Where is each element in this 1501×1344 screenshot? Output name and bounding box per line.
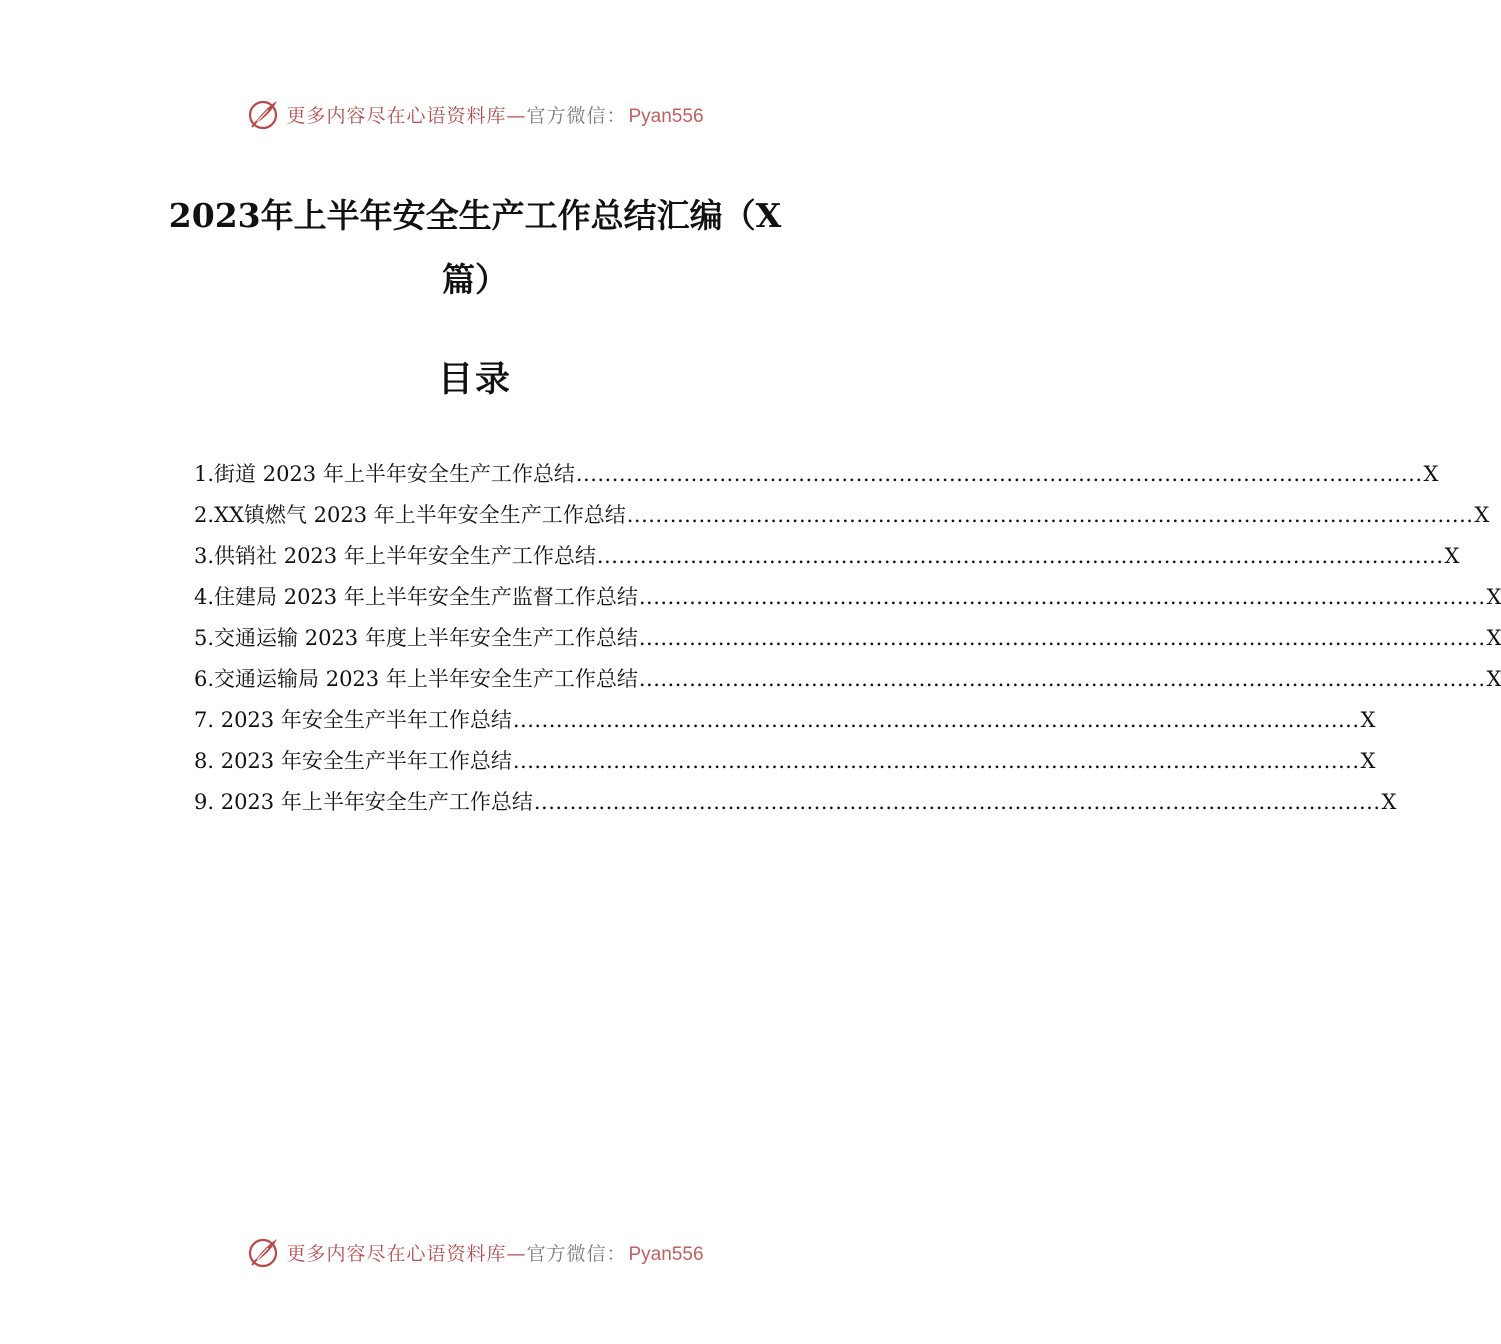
document-title: 2023年上半年安全生产工作总结汇编（X篇）: [168, 196, 782, 299]
header-banner: [0, 94, 950, 134]
banner-wechat-label: 官方微信：: [526, 104, 627, 127]
toc-leader-dots: ......................................................................................................................: [626, 503, 1474, 527]
toc-entry-text: 4.住建局 2023 年上半年安全生产监督工作总结: [194, 585, 638, 609]
toc-entry[interactable]: [194, 622, 1501, 663]
banner-text: [286, 101, 703, 128]
toc-entry[interactable]: [194, 786, 1397, 827]
toc-leader-dots: ......................................................................................................................: [638, 626, 1486, 650]
toc-entry-page: X: [1486, 626, 1501, 650]
toc-entry-text: 5.交通运输 2023 年度上半年安全生产工作总结: [194, 626, 638, 650]
banner-account: Pyan556: [628, 105, 704, 127]
toc-entry-page: X: [1474, 503, 1490, 527]
toc-entry-text: 7. 2023 年安全生产半年工作总结: [194, 708, 512, 732]
toc-entry[interactable]: [194, 663, 1501, 704]
banner-account: Pyan556: [628, 1243, 704, 1265]
table-of-contents: [194, 458, 1501, 827]
toc-entry-text: 6.交通运输局 2023 年上半年安全生产工作总结: [194, 667, 638, 691]
banner-dash: —: [506, 1242, 527, 1265]
toc-heading: 目录: [437, 359, 512, 400]
toc-leader-dots: ......................................................................................................................: [638, 585, 1486, 609]
toc-entry-text: 2.XX镇燃气 2023 年上半年安全生产工作总结: [194, 503, 626, 527]
toc-leader-dots: ......................................................................................................................: [596, 544, 1444, 568]
toc-entry-text: 8. 2023 年安全生产半年工作总结: [194, 749, 512, 773]
header-banner-content: [246, 96, 703, 132]
footer-banner-content: [246, 1234, 703, 1270]
toc-entry-page: X: [1360, 708, 1376, 732]
toc-entry[interactable]: [194, 540, 1460, 581]
toc-leader-dots: ......................................................................................................................: [575, 462, 1423, 486]
banner-prefix: 更多内容尽在心语资料库: [286, 104, 507, 127]
toc-entry[interactable]: [194, 704, 1376, 745]
banner-wechat-label: 官方微信：: [526, 1242, 627, 1265]
banner-text: [286, 1239, 703, 1266]
toc-entry-text: 1.街道 2023 年上半年安全生产工作总结: [194, 462, 575, 486]
toc-entry-page: X: [1381, 790, 1397, 814]
toc-entry-page: X: [1486, 667, 1501, 691]
toc-entry[interactable]: [194, 458, 1439, 499]
quill-pen-logo-icon: [246, 1234, 282, 1270]
quill-pen-logo-icon: [246, 96, 282, 132]
banner-dash: —: [506, 104, 527, 127]
toc-entry-page: X: [1423, 462, 1439, 486]
toc-entry-page: X: [1444, 544, 1460, 568]
toc-entry-page: X: [1486, 585, 1501, 609]
toc-entry[interactable]: [194, 499, 1490, 540]
banner-prefix: 更多内容尽在心语资料库: [286, 1242, 507, 1265]
toc-entry-text: 9. 2023 年上半年安全生产工作总结: [194, 790, 533, 814]
toc-leader-dots: ......................................................................................................................: [533, 790, 1381, 814]
toc-leader-dots: ......................................................................................................................: [512, 749, 1360, 773]
toc-leader-dots: ......................................................................................................................: [512, 708, 1360, 732]
toc-entry-page: X: [1360, 749, 1376, 773]
footer-banner: [0, 1232, 950, 1272]
toc-entry[interactable]: [194, 581, 1501, 622]
toc-entry-text: 3.供销社 2023 年上半年安全生产工作总结: [194, 544, 596, 568]
toc-leader-dots: ......................................................................................................................: [638, 667, 1486, 691]
toc-entry[interactable]: [194, 745, 1376, 786]
